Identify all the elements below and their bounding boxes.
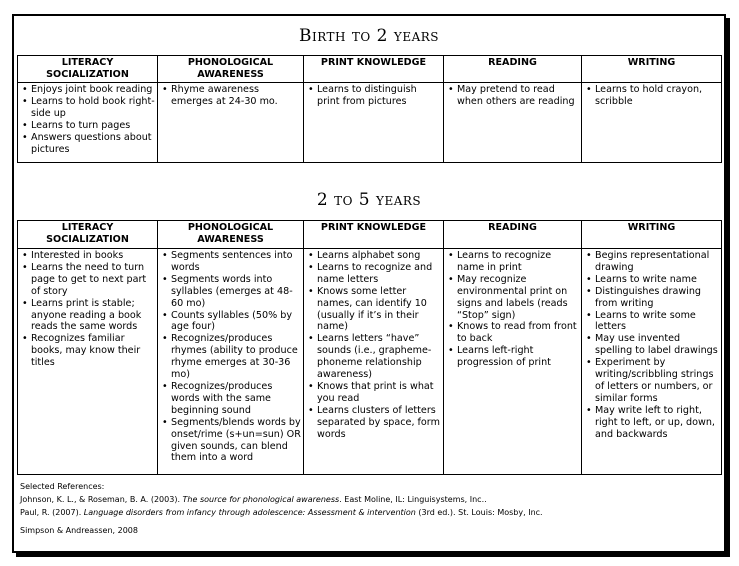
cell-writing — [582, 83, 722, 163]
list-item: • Learns left-right progression of print — [446, 345, 579, 369]
cell-phonological-awareness — [158, 83, 304, 163]
list-item: • Learns print is stable; anyone reading a book reads the same words — [20, 298, 155, 334]
reference-item — [20, 506, 543, 519]
bullet-list — [160, 250, 301, 464]
list-item: • Recognizes/produces words with the same beginning sound — [160, 381, 301, 417]
list-item: • Segments words into syllables (emerges at 48-60 mo) — [160, 274, 301, 310]
section1-table — [17, 55, 722, 163]
header-print-knowledge: PRINT KNOWLEDGE — [304, 221, 444, 249]
list-item: • Learns the need to turn page to get to next part of story — [20, 262, 155, 298]
header-writing: WRITING — [582, 221, 722, 249]
cell-print-knowledge — [304, 83, 444, 163]
list-item: • Learns alphabet song — [306, 250, 441, 262]
section1-header-row — [18, 56, 722, 83]
section1-title: Birth to 2 years — [299, 26, 439, 46]
reference-item — [20, 493, 543, 506]
list-item: • Experiment by writing/scribbling strings of letters or numbers, or similar forms — [584, 357, 719, 405]
reference-publisher: (3rd ed.). St. Louis: Mosby, Inc. — [415, 508, 543, 517]
list-item: • Learns to turn pages — [20, 120, 155, 132]
reference-title: Language disorders from infancy through adolescence: Assessment & intervention — [83, 508, 416, 517]
list-item: • Knows that print is what you read — [306, 381, 441, 405]
list-item: • Learns to recognize name in print — [446, 250, 579, 274]
cell-reading — [444, 83, 582, 163]
header-writing: WRITING — [582, 56, 722, 83]
header-literacy-socialization: LITERACY SOCIALIZATION — [18, 221, 158, 249]
list-item: • Learns clusters of letters separated by space, form words — [306, 405, 441, 441]
list-item: • Knows to read from front to back — [446, 321, 579, 345]
list-item: • Recognizes familiar books, may know their titles — [20, 333, 155, 369]
reference-authors: Paul, R. (2007). — [20, 508, 84, 517]
reference-publisher: . East Moline, IL: Linguisystems, Inc.. — [339, 495, 487, 504]
list-item: • Learns to recognize and name letters — [306, 262, 441, 286]
list-item: • May pretend to read when others are reading — [446, 84, 579, 108]
list-item: • May recognize environmental print on signs and labels (reads “Stop” sign) — [446, 274, 579, 322]
bullet-list — [306, 250, 441, 441]
header-print-knowledge: PRINT KNOWLEDGE — [304, 56, 444, 83]
list-item: • Learns letters “have” sounds (i.e., grapheme-phoneme relationship awareness) — [306, 333, 441, 381]
cell-literacy-socialization — [18, 249, 158, 475]
list-item: • Knows some letter names, can identify 10 (usually if it’s in their name) — [306, 286, 441, 334]
header-reading: READING — [444, 56, 582, 83]
list-item: • Interested in books — [20, 250, 155, 262]
list-item: • Learns to hold book right-side up — [20, 96, 155, 120]
list-item: • Segments/blends words by onset/rime (s+un=sun) OR given sounds, can blend them into a word — [160, 417, 301, 465]
list-item: • Answers questions about pictures — [20, 132, 155, 156]
cell-writing — [582, 249, 722, 475]
bullet-list — [446, 250, 579, 369]
section1-content-row — [18, 83, 722, 163]
cell-phonological-awareness — [158, 249, 304, 475]
list-item: • Learns to write name — [584, 274, 719, 286]
list-item: • May use invented spelling to label drawings — [584, 333, 719, 357]
cell-literacy-socialization — [18, 83, 158, 163]
header-phonological-awareness: PHONOLOGICAL AWARENESS — [158, 56, 304, 83]
list-item: • Enjoys joint book reading — [20, 84, 155, 96]
list-item: • Learns to distinguish print from pictures — [306, 84, 441, 108]
list-item: • Segments sentences into words — [160, 250, 301, 274]
bullet-list — [584, 84, 719, 108]
bullet-list — [446, 84, 579, 108]
list-item: • Rhyme awareness emerges at 24-30 mo. — [160, 84, 301, 108]
list-item: • Recognizes/produces rhymes (ability to produce rhyme emerges at 30-36 mo) — [160, 333, 301, 381]
list-item: • Begins representational drawing — [584, 250, 719, 274]
header-phonological-awareness: PHONOLOGICAL AWARENESS — [158, 221, 304, 249]
bullet-list — [20, 250, 155, 369]
list-item: • May write left to right, right to left, or up, down, and backwards — [584, 405, 719, 441]
section2-table — [17, 220, 722, 475]
bullet-list — [160, 84, 301, 108]
list-item: • Learns to hold crayon, scribble — [584, 84, 719, 108]
list-item: • Learns to write some letters — [584, 310, 719, 334]
credit-line: Simpson & Andreassen, 2008 — [20, 526, 138, 535]
header-reading: READING — [444, 221, 582, 249]
list-item: • Counts syllables (50% by age four) — [160, 310, 301, 334]
section2-title: 2 to 5 years — [316, 190, 422, 210]
bullet-list — [306, 84, 441, 108]
cell-reading — [444, 249, 582, 475]
bullet-list — [20, 84, 155, 155]
reference-title: The source for phonological awareness — [182, 495, 340, 504]
list-item: • Distinguishes drawing from writing — [584, 286, 719, 310]
references-block — [20, 480, 543, 519]
chart-frame — [12, 14, 726, 553]
cell-print-knowledge — [304, 249, 444, 475]
reference-authors: Johnson, K. L., & Roseman, B. A. (2003). — [20, 495, 183, 504]
header-literacy-socialization: LITERACY SOCIALIZATION — [18, 56, 158, 83]
section2-content-row — [18, 249, 722, 475]
bullet-list — [584, 250, 719, 441]
references-heading: Selected References: — [20, 482, 105, 491]
section2-header-row — [18, 221, 722, 249]
